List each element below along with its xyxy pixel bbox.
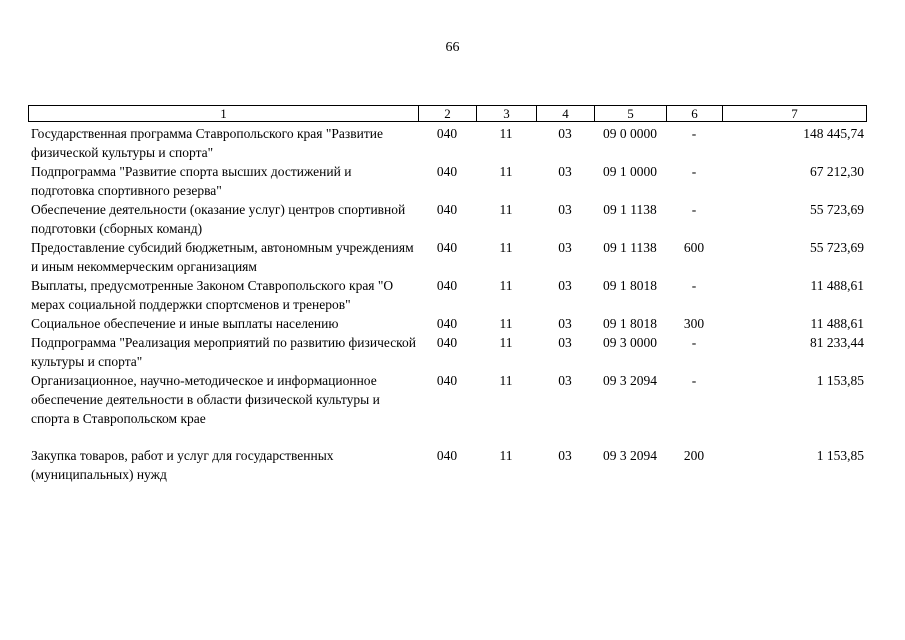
row-name: Подпрограмма "Реализация мероприятий по развитию физической культуры и спорта" [31, 335, 417, 369]
row-amount: 1 153,85 [816, 373, 864, 388]
row-c3: 11 [499, 373, 513, 388]
header-col-1: 1 [29, 106, 419, 121]
row-c3: 11 [499, 316, 513, 331]
table-row [28, 162, 867, 200]
row-c5: 09 3 2094 [603, 373, 657, 388]
row-c6: 300 [683, 316, 705, 331]
row-amount: 1 153,85 [816, 448, 864, 463]
row-amount: 148 445,74 [803, 126, 864, 141]
row-c3: 11 [499, 126, 513, 141]
header-col-3: 3 [477, 106, 537, 121]
row-c4: 03 [558, 448, 572, 463]
header-col-7: 7 [791, 106, 798, 121]
row-c3: 11 [499, 240, 513, 255]
row-c4: 03 [558, 373, 572, 388]
row-amount: 55 723,69 [810, 202, 864, 217]
row-c5: 09 1 1138 [603, 240, 657, 255]
row-amount: 55 723,69 [810, 240, 864, 255]
row-spacer [28, 428, 867, 446]
table-header [28, 105, 867, 122]
row-c4: 03 [558, 240, 572, 255]
row-c6: 200 [683, 448, 705, 463]
row-c6: - [691, 373, 697, 388]
table-row [28, 333, 867, 371]
row-c4: 03 [558, 335, 572, 350]
row-c6: - [691, 202, 697, 217]
row-name: Организационное, научно-методическое и информационное обеспечение деятельности в области физической культуры и спорта в Ставропольском крае [31, 373, 380, 426]
row-c5: 09 1 1138 [603, 202, 657, 217]
row-name: Закупка товаров, работ и услуг для государственных (муниципальных) нужд [31, 448, 334, 482]
row-c2: 040 [436, 316, 458, 331]
row-c6: - [691, 164, 697, 179]
header-col-6: 6 [667, 106, 723, 121]
header-col-2: 2 [419, 106, 477, 121]
row-name: Обеспечение деятельности (оказание услуг) центров спортивной подготовки (сборных команд) [31, 202, 406, 236]
table-row [28, 238, 867, 276]
header-col-5: 5 [595, 106, 667, 121]
table-body [28, 124, 867, 484]
row-c2: 040 [436, 448, 458, 463]
row-amount: 11 488,61 [810, 278, 864, 293]
table-row [28, 446, 867, 484]
row-c2: 040 [436, 164, 458, 179]
row-name: Выплаты, предусмотренные Законом Ставропольского края "О мерах социальной поддержки спортсменов и тренеров" [31, 278, 394, 312]
row-c2: 040 [436, 126, 458, 141]
row-c2: 040 [436, 240, 458, 255]
row-c5: 09 0 0000 [603, 126, 657, 141]
table-row [28, 314, 867, 333]
row-amount: 11 488,61 [810, 316, 864, 331]
row-c3: 11 [499, 164, 513, 179]
row-c4: 03 [558, 126, 572, 141]
row-c3: 11 [499, 335, 513, 350]
row-c5: 09 1 8018 [603, 316, 657, 331]
row-name: Социальное обеспечение и иные выплаты населению [31, 316, 339, 331]
row-c3: 11 [499, 202, 513, 217]
row-c6: 600 [683, 240, 705, 255]
row-c3: 11 [499, 278, 513, 293]
table-row [28, 371, 867, 428]
row-c4: 03 [558, 278, 572, 293]
row-c6: - [691, 278, 697, 293]
row-c2: 040 [436, 278, 458, 293]
row-amount: 81 233,44 [810, 335, 864, 350]
row-c4: 03 [558, 202, 572, 217]
row-c2: 040 [436, 202, 458, 217]
row-amount: 67 212,30 [810, 164, 864, 179]
row-c2: 040 [436, 373, 458, 388]
row-name: Предоставление субсидий бюджетным, автономным учреждениям и иным некоммерческим организациям [31, 240, 414, 274]
row-c4: 03 [558, 316, 572, 331]
row-c4: 03 [558, 164, 572, 179]
row-c5: 09 1 8018 [603, 278, 657, 293]
table-row [28, 200, 867, 238]
table-row [28, 276, 867, 314]
row-name: Государственная программа Ставропольского края "Развитие физической культуры и спорта" [31, 126, 383, 160]
table-row [28, 124, 867, 162]
row-c5: 09 1 0000 [603, 164, 657, 179]
row-name: Подпрограмма "Развитие спорта высших достижений и подготовка спортивного резерва" [31, 164, 352, 198]
row-c3: 11 [499, 448, 513, 463]
row-c5: 09 3 2094 [603, 448, 657, 463]
row-c6: - [691, 126, 697, 141]
row-c6: - [691, 335, 697, 350]
header-col-4: 4 [537, 106, 595, 121]
row-c5: 09 3 0000 [603, 335, 657, 350]
row-c2: 040 [436, 335, 458, 350]
page-number: 66 [445, 40, 460, 55]
